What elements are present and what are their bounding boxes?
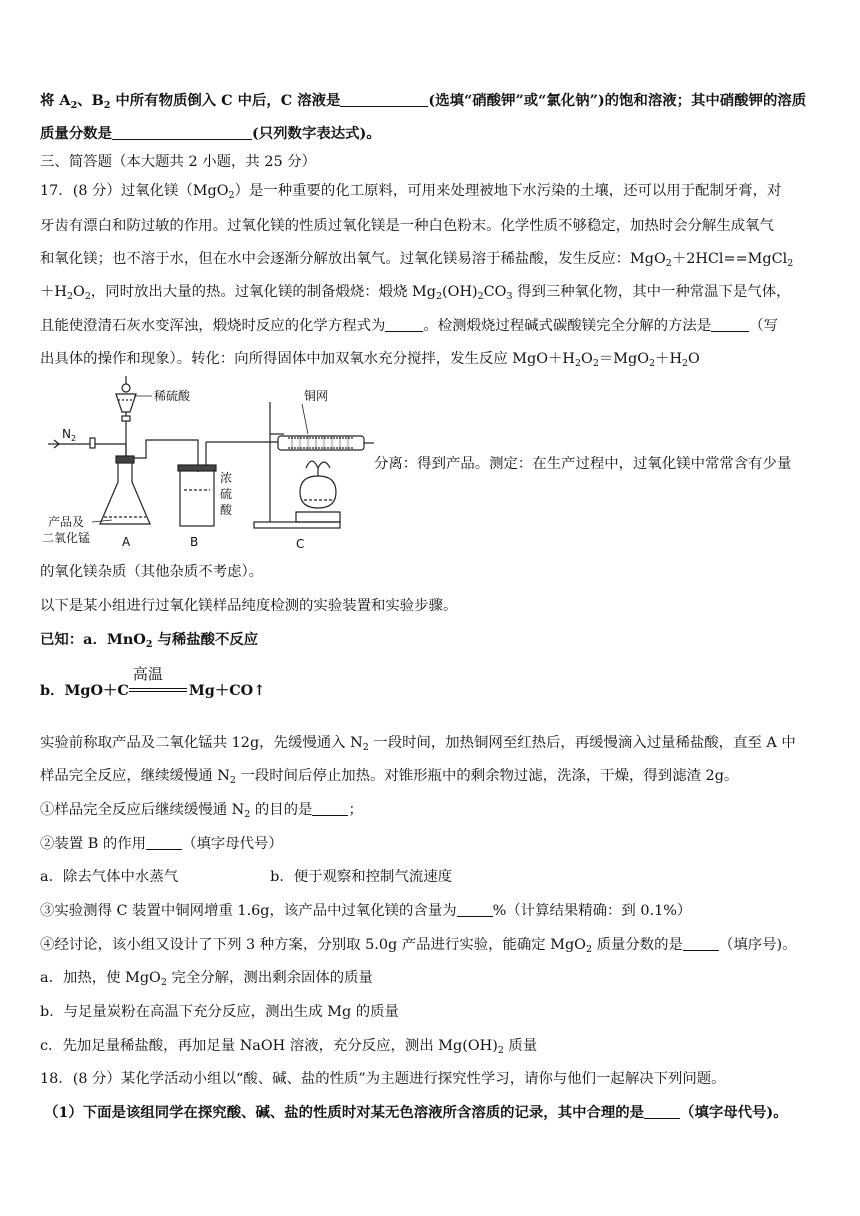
- answer-blank[interactable]: [385, 317, 423, 332]
- product-label-1: 产品及: [48, 515, 85, 529]
- alcohol-lamp: [300, 476, 336, 508]
- answer-blank[interactable]: [112, 125, 252, 140]
- text-line: 出具体的操作和现象）。转化：向所得固体中加双氧水充分搅拌，发生反应 $MgO+H_2O_2=MgO_2+H_2O$: [40, 351, 700, 369]
- sub-question-4: ④经讨论，该小组又设计了下列 3 种方案，分别取 5.0g 产品进行实验，能确定 MgO$_2$ 质量分数的是 （填序号)。: [40, 937, 797, 955]
- conc-acid-label-3: 酸: [220, 503, 233, 517]
- answer-blank[interactable]: [683, 936, 719, 951]
- dilute-acid-label: 稀硫酸: [154, 389, 191, 403]
- text-line: 分离：得到产品。测定：在生产过程中，过氧化镁中常常含有少量: [374, 456, 792, 472]
- text-line: 和氧化镁；也不溶于水，但在水中会逐渐分解放出氧气。过氧化镁易溶于稀盐酸，发生反应：MgO$_2$＋2HCl==MgCl$_2$: [40, 251, 794, 269]
- product-label-2: 二氧化锰: [42, 531, 91, 545]
- option-line: b．与足量炭粉在高温下充分反应，测出生成 Mg 的质量: [40, 1004, 399, 1020]
- option-line: c．先加足量稀盐酸，再加足量 NaOH 溶液，充分反应，测出 $Mg(OH)_2$ 质量: [40, 1038, 538, 1056]
- label-c: C: [296, 537, 305, 551]
- option-line: a．加热，使 MgO$_2$ 完全分解，测出剩余固体的质量: [40, 970, 373, 988]
- text-line: 实验前称取产品及二氧化锰共 12g，先缓慢通入 $N_2$ 一段时间，加热铜网至红热后，再缓慢滴入过量稀盐酸，直至 A 中: [40, 735, 796, 753]
- conc-acid-label-2: 硫: [220, 487, 233, 501]
- copper-mesh-label: 铜网: [304, 389, 329, 403]
- n2-label: $N_2$: [62, 427, 77, 443]
- question-17-line: 17．(8 分）过氧化镁（MgO$_2$）是一种重要的化工原料，可用来处理被地下水污染的土壤，还可以用于配制牙膏，对: [40, 183, 782, 201]
- reaction-condition: 高温: [132, 665, 163, 683]
- answer-blank[interactable]: [457, 902, 493, 917]
- stand-base: [254, 522, 340, 528]
- answer-blank[interactable]: [146, 835, 182, 850]
- answer-blank[interactable]: [644, 1104, 680, 1119]
- flask-a: [100, 462, 150, 524]
- separatory-funnel: [116, 394, 136, 412]
- known-a-line: 已知：a．MnO$_2$ 与稀盐酸不反应: [40, 631, 259, 650]
- conc-acid-label-1: 浓: [220, 471, 233, 485]
- label-b: B: [190, 535, 199, 549]
- bottle-b: [180, 470, 214, 526]
- text-line: 将 $A_2$、$B_2$ 中所有物质倒入 C 中后，C 溶液是 (选填“硝酸钾”或“氯化钠”)的饱和溶液；其中硝酸钾的溶质: [40, 92, 807, 111]
- text-line: 的氧化镁杂质（其他杂质不考虑）。: [40, 564, 264, 580]
- answer-blank[interactable]: [340, 92, 428, 107]
- section-heading: 三、简答题（本大题共 2 小题，共 25 分）: [40, 154, 317, 170]
- reaction-arrow: [129, 665, 189, 698]
- text-line: （1）下面是该组同学在探究酸、碱、盐的性质时对某无色溶液所含溶质的记录，其中合理的是 （填字母代号)。: [44, 1104, 788, 1121]
- label-a: A: [122, 535, 131, 549]
- sub-question-3: ③实验测得 C 装置中铜网增重 1.6g，该产品中过氧化镁的含量为 %（计算结果精确：到 0.1%）: [40, 903, 692, 919]
- funnel-stopper: [122, 384, 130, 392]
- option-line: a．除去气体中水蒸气 b．便于观察和控制气流速度: [40, 869, 453, 885]
- text-line: $+H_2O_2$，同时放出大量的热。过氧化镁的制备煅烧：煅烧 $Mg_2(OH)_2CO_3$ 得到三种氧化物，其中一种常温下是气体，: [40, 284, 791, 302]
- text-line: 样品完全反应，继续缓慢通 $N_2$ 一段时间后停止加热。对锥形瓶中的剩余物过滤，洗涤，干燥，得到滤渣 2g。: [40, 768, 739, 786]
- sub-question-2: ②装置 B 的作用 （填字母代号）: [40, 836, 283, 852]
- sub-question-1: ①样品完全反应后继续缓慢通 $N_2$ 的目的是 ；: [40, 802, 363, 820]
- answer-blank[interactable]: [711, 317, 749, 332]
- text-line: 且能使澄清石灰水变浑浊，煅烧时反应的化学方程式为 。检测煅烧过程碱式碳酸镁完全分解的方法是 （写: [40, 318, 779, 334]
- stopcock: [90, 438, 95, 448]
- question-18-line: 18．(8 分）某化学活动小组以“酸、碱、盐的性质”为主题进行探究性学习，请你与他们一起解决下列问题。: [40, 1071, 726, 1087]
- text-line: 牙齿有漂白和防过敏的作用。过氧化镁的性质过氧化镁是一种白色粉末。化学性质不够稳定，加热时会分解生成氧气: [40, 218, 774, 234]
- known-b-line: b．MgO＋C 高温 Mg＋CO↑: [40, 665, 266, 699]
- copper-mesh: [288, 438, 354, 448]
- text-line: 质量分数是 (只列数字表达式)。: [40, 125, 381, 142]
- flame: [306, 461, 330, 468]
- apparatus-figure: [38, 372, 374, 558]
- answer-blank[interactable]: [312, 801, 348, 816]
- text-line: 以下是某小组进行过氧化镁样品纯度检测的实验装置和实验步骤。: [40, 598, 458, 614]
